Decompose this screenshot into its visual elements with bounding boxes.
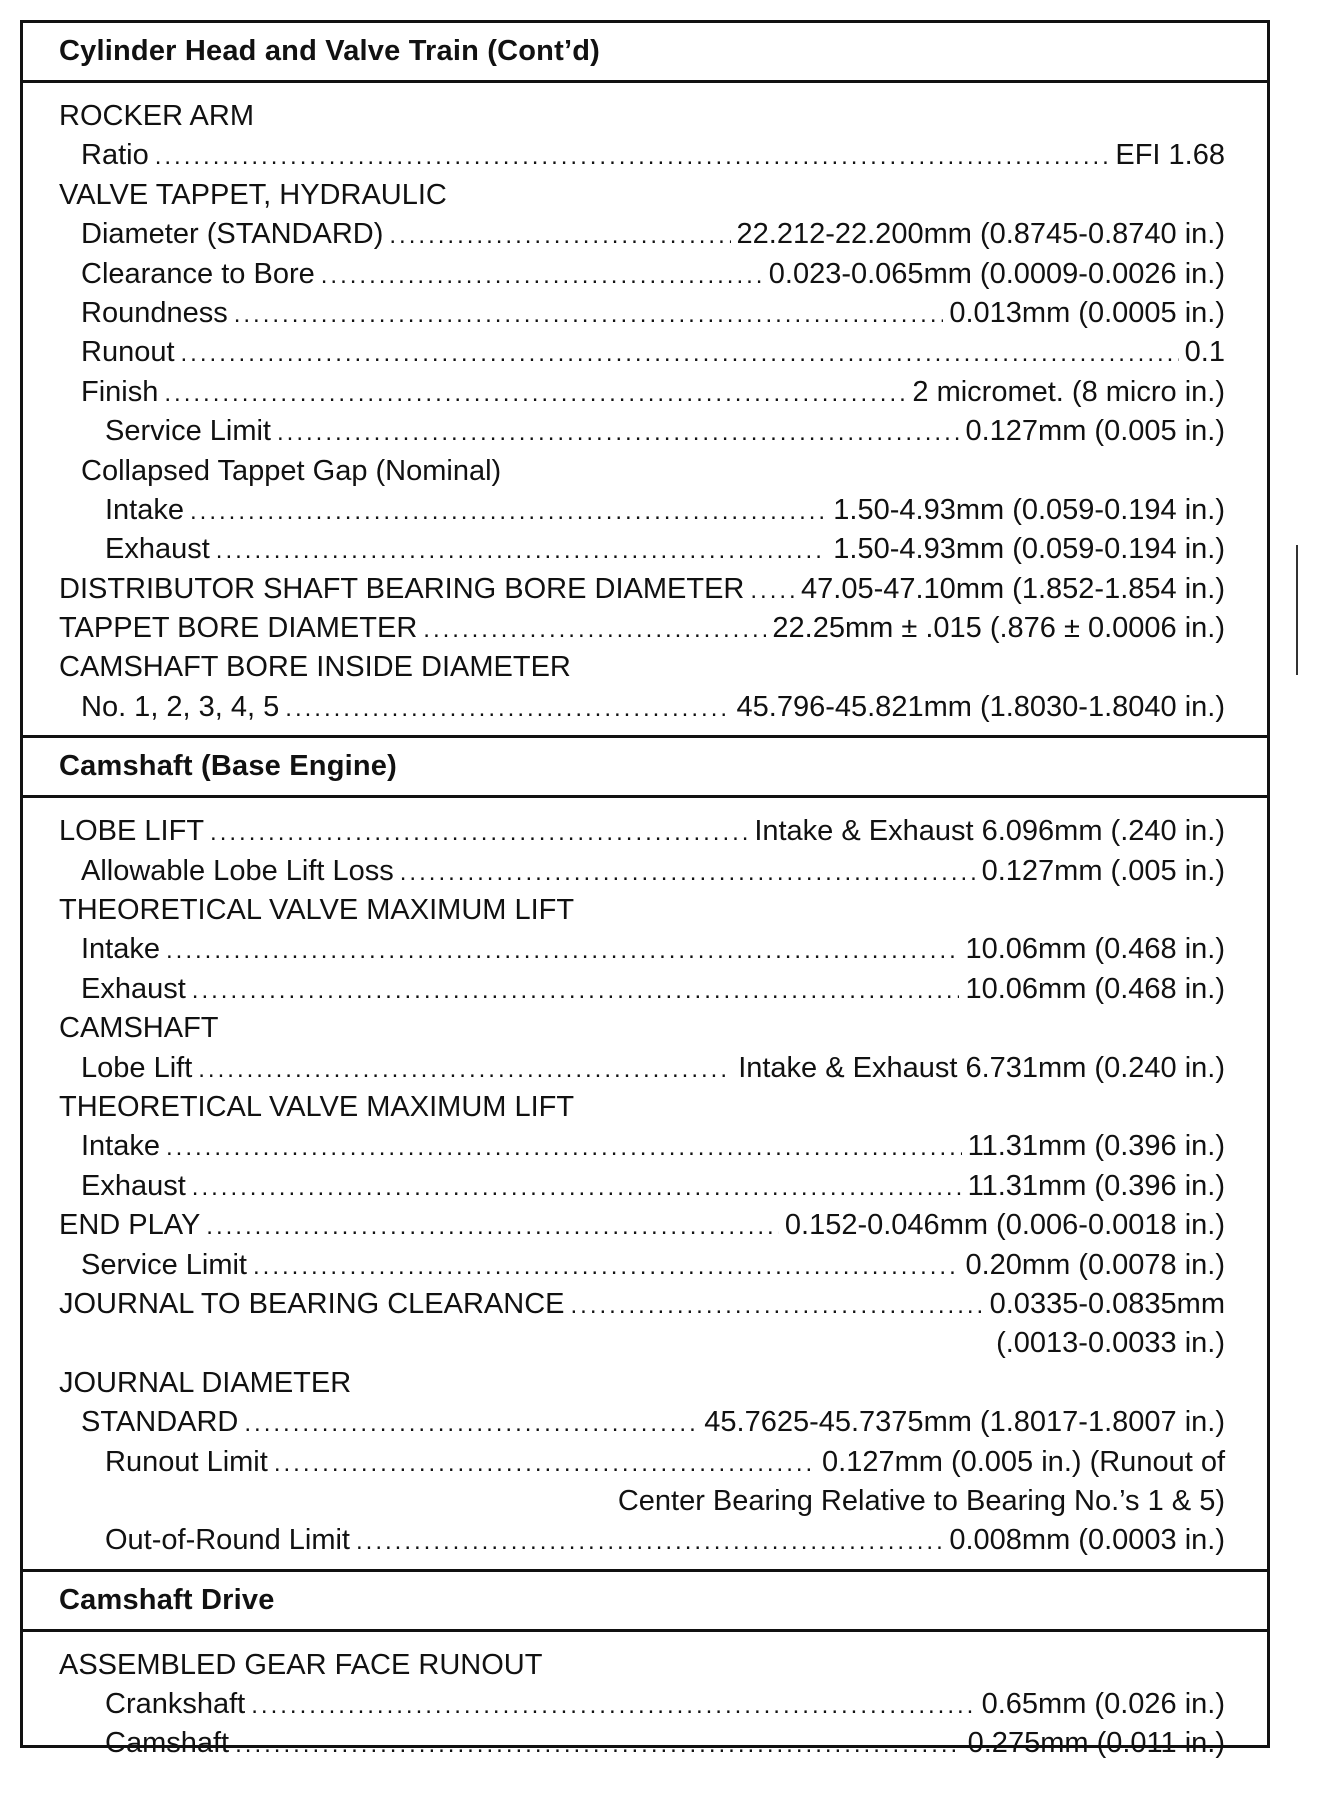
spec-value: 45.796-45.821mm (1.8030-1.8040 in.) [736,690,1225,723]
section-body-cylinder-head [23,83,1267,738]
dot-leader [274,1444,816,1483]
spec-value: Center Bearing Relative to Bearing No.’s 1 & 5) [617,1484,1225,1517]
dot-leader [423,610,766,649]
spec-label: JOURNAL TO BEARING CLEARANCE [59,1287,565,1320]
spec-value: Intake & Exhaust 6.096mm (.240 in.) [754,815,1225,848]
spec-value: 22.25mm ± .015 (.876 ± 0.0006 in.) [772,612,1225,645]
dot-leader [389,216,730,255]
spec-row [23,136,1267,175]
spec-table [20,20,1270,1760]
spec-row [23,852,1267,891]
spec-value: 1.50-4.93mm (0.059-0.194 in.) [833,493,1225,526]
spec-heading [23,1364,1267,1403]
spec-label: CAMSHAFT BORE INSIDE DIAMETER [59,651,571,684]
spec-value: 0.008mm (0.0003 in.) [949,1524,1225,1557]
spec-label: TAPPET BORE DIAMETER [59,612,418,645]
spec-value: 11.31mm (0.396 in.) [967,1169,1225,1202]
spec-label: Intake [105,493,184,526]
spec-label: VALVE TAPPET, HYDRAULIC [59,178,447,211]
spec-row [23,1443,1267,1482]
spec-value: 45.7625-45.7375mm (1.8017-1.8007 in.) [704,1406,1225,1439]
spec-label: No. 1, 2, 3, 4, 5 [81,690,280,723]
spec-label: ASSEMBLED GEAR FACE RUNOUT [59,1648,543,1681]
spec-row [23,1724,1267,1763]
spec-row [23,570,1267,609]
spec-row [23,412,1267,451]
dot-leader [181,334,1179,373]
section-title-camshaft-base-engine: Camshaft (Base Engine) [23,738,1267,798]
dot-leader [206,1207,779,1246]
spec-row [23,812,1267,851]
spec-label: END PLAY [59,1209,201,1242]
spec-label: ROCKER ARM [59,100,254,132]
dot-leader [235,1725,962,1764]
spec-label: Finish [81,375,159,408]
spec-value: 0.013mm (0.0005 in.) [949,296,1225,329]
spec-row [23,970,1267,1009]
spec-label: Camshaft [105,1727,230,1760]
margin-revision-bar [1296,545,1298,675]
spec-label: Lobe Lift [81,1051,193,1084]
spec-row [23,1285,1267,1324]
spec-label: Exhaust [81,972,186,1005]
section-body-camshaft-base-engine [23,798,1267,1571]
dot-leader [570,1286,983,1325]
spec-label: Diameter (STANDARD) [81,218,384,251]
spec-value: 1.50-4.93mm (0.059-0.194 in.) [833,533,1225,566]
spec-value: 0.1 [1184,336,1225,369]
spec-label: STANDARD [81,1406,239,1439]
spec-value: 47.05-47.10mm (1.852-1.854 in.) [801,572,1225,605]
spec-label: Clearance to Bore [81,257,315,290]
spec-row [23,255,1267,294]
spec-row [23,1049,1267,1088]
spec-label: Runout [81,336,175,369]
section-title-camshaft-drive: Camshaft Drive [23,1572,1267,1632]
spec-heading [23,97,1267,136]
spec-value: 0.20mm (0.0078 in.) [965,1248,1225,1281]
spec-label: Allowable Lobe Lift Loss [81,854,394,887]
spec-value: 0.0335-0.0835mm [989,1287,1225,1320]
spec-row [23,1206,1267,1245]
dot-leader [190,492,827,531]
spec-value: 0.023-0.065mm (0.0009-0.0026 in.) [768,257,1225,290]
spec-row [23,1403,1267,1442]
dot-leader [400,853,976,892]
spec-heading [23,176,1267,215]
dot-leader [166,1128,962,1167]
spec-label: Runout Limit [105,1445,268,1478]
spec-label: THEORETICAL VALVE MAXIMUM LIFT [59,1090,575,1123]
dot-leader [192,1168,962,1207]
spec-label: THEORETICAL VALVE MAXIMUM LIFT [59,894,575,927]
spec-label: JOURNAL DIAMETER [59,1366,352,1399]
spec-label: Intake [81,1130,160,1163]
spec-heading [23,452,1267,491]
spec-value: 0.275mm (0.011 in.) [967,1727,1225,1760]
spec-value: 10.06mm (0.468 in.) [965,933,1225,966]
spec-label: Service Limit [81,1248,247,1281]
spec-label: Ratio [81,139,149,172]
dot-leader [244,1404,698,1443]
spec-label: Intake [81,933,160,966]
spec-row [23,1167,1267,1206]
dot-leader [356,1522,943,1561]
spec-continuation [23,1482,1267,1521]
spec-label: Crankshaft [105,1688,246,1721]
spec-row [23,1246,1267,1285]
dot-leader [192,971,960,1010]
spec-value: 2 micromet. (8 micro in.) [912,375,1225,408]
dot-leader [750,571,795,610]
dot-leader [198,1050,732,1089]
spec-label: CAMSHAFT [59,1012,219,1045]
spec-value: 11.31mm (0.396 in.) [967,1130,1225,1163]
spec-label: Collapsed Tappet Gap (Nominal) [81,454,502,487]
spec-label: LOBE LIFT [59,815,205,848]
spec-heading [23,1646,1267,1685]
spec-row [23,491,1267,530]
dot-leader [251,1686,975,1725]
dot-leader [155,137,1110,176]
spec-row [23,294,1267,333]
spec-row [23,333,1267,372]
spec-value: 0.152-0.046mm (0.006-0.0018 in.) [784,1209,1225,1242]
spec-value: 0.127mm (.005 in.) [981,854,1225,887]
dot-leader [285,689,730,728]
spec-label: Exhaust [105,533,210,566]
dot-leader [253,1247,959,1286]
section-body-camshaft-drive [23,1632,1267,1772]
spec-value: 0.65mm (0.026 in.) [981,1688,1225,1721]
spec-label: Exhaust [81,1169,186,1202]
spec-value: 22.212-22.200mm (0.8745-0.8740 in.) [736,218,1225,251]
spec-value: EFI 1.68 [1115,139,1225,172]
dot-leader [321,256,763,295]
spec-row [23,373,1267,412]
dot-leader [166,931,959,970]
spec-value: 0.127mm (0.005 in.) [965,415,1225,448]
spec-value: (.0013-0.0033 in.) [996,1327,1225,1360]
spec-continuation [23,1324,1267,1363]
spec-label: Roundness [81,296,228,329]
spec-heading [23,1088,1267,1127]
spec-label: DISTRIBUTOR SHAFT BEARING BORE DIAMETER [59,572,745,605]
spec-row [23,1521,1267,1560]
spec-value: 10.06mm (0.468 in.) [965,972,1225,1005]
dot-leader [164,374,906,413]
dot-leader [234,295,944,334]
spec-label: Service Limit [105,415,271,448]
spec-value: 0.127mm (0.005 in.) (Runout of [822,1445,1225,1478]
spec-row [23,688,1267,727]
section-title-cylinder-head: Cylinder Head and Valve Train (Cont’d) [23,23,1267,83]
spec-row [23,930,1267,969]
spec-row [23,1685,1267,1724]
spec-heading [23,648,1267,687]
dot-leader [210,813,748,852]
spec-heading [23,891,1267,930]
spec-row [23,215,1267,254]
dot-leader [216,531,827,570]
spec-row [23,609,1267,648]
spec-value: Intake & Exhaust 6.731mm (0.240 in.) [738,1051,1225,1084]
spec-row [23,1127,1267,1166]
spec-heading [23,1009,1267,1048]
dot-leader [277,413,959,452]
spec-label: Out-of-Round Limit [105,1524,350,1557]
spec-row [23,530,1267,569]
